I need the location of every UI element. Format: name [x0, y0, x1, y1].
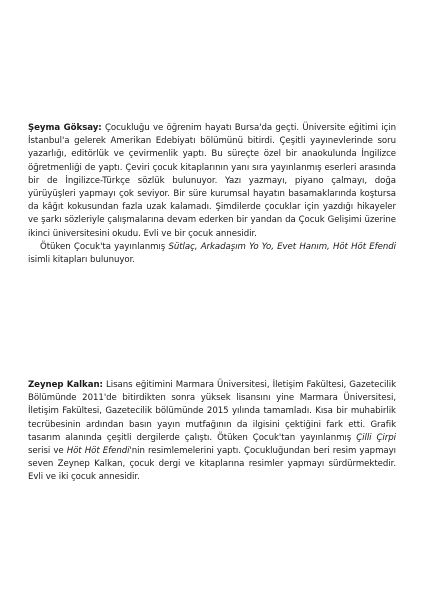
bio-text: 'nin resimlemelerini yaptı. Çocukluğundan beri resim yapmayı seven Zeynep Kalkan, çocuk dergi ve kitaplarına resimler yapmayı sürdürmektedir. Evli ve iki çocuk annesidir. — [28, 446, 396, 483]
bio-text: serisi ve — [28, 446, 67, 457]
bio-text: isimli kitapları bulunuyor. — [28, 255, 135, 266]
book-titles: Sütlaç, Arkadaşım Yo Yo, Evet Hanım, Höt Höt Efendi — [168, 241, 397, 252]
illustrator-bio-zeynep-kalkan — [28, 379, 396, 485]
author-bio-seyma-goksay — [28, 122, 396, 267]
bio-text: Ötüken Çocuk'ta yayınlanmış — [40, 241, 169, 252]
book-title: Çilli Çirpi — [356, 432, 396, 443]
bio-text: Lisans eğitimini Marmara Üniversitesi, İletişim Fakültesi, Gazetecilik Bölümünde 2011'de bitirdikten sonra yüksek lisansını yine Marmara Üniversitesi, İletişim Fakültesi, Gazetecilik bölümünde 2015 yılında tamamladı. Kısa bir muhabirlik tecrübesinin ardından basın yayın mutfağının da ilgisini çektiğini fark etti. Grafik tasarım alanında çeşitli dergilerde çalıştı. Ötüken Çocuk'tan yayınlanmış — [28, 380, 396, 443]
bio-text: Çocukluğu ve öğrenim hayatı Bursa'da geçti. Üniversite eğitimi için İstanbul'a gelerek Amerikan Edebiyatı bölümünü bitirdi. Çeşitli yayınevlerinde soru yazarlığı, editörlük ve çevirmenlik yaptı. Bu süreçte özel bir anaokulunda İngilizce öğretmenliği de yaptı. Çeviri çocuk kitaplarının yanı sıra yayınlanmış eserleri arasında bir de İngilizce-Türkçe sözlük bulunuyor. Yazı yazmayı, piyano çalmayı, doğa yürüyüşleri yapmayı çok seviyor. Bir süre kurumsal hayatın basamaklarında koştursa da kâğıt kokusundan fazla uzak kalamadı. Şimdilerde çocuklar için yazdığı hikayeler ve şarkı sözleriyle çalışmalarına devam ederken bir yandan da Çocuk Gelişimi üzerine ikinci üniversitesini okudu. Evli ve bir çocuk annesidir. — [28, 123, 396, 239]
author-name: Şeyma Göksay: — [28, 123, 102, 133]
bio-paragraph — [28, 379, 396, 485]
bio-paragraph-books — [28, 241, 396, 267]
book-title: Höt Höt Efendi — [66, 446, 130, 457]
illustrator-name: Zeynep Kalkan: — [28, 380, 103, 390]
bio-paragraph — [28, 122, 396, 241]
